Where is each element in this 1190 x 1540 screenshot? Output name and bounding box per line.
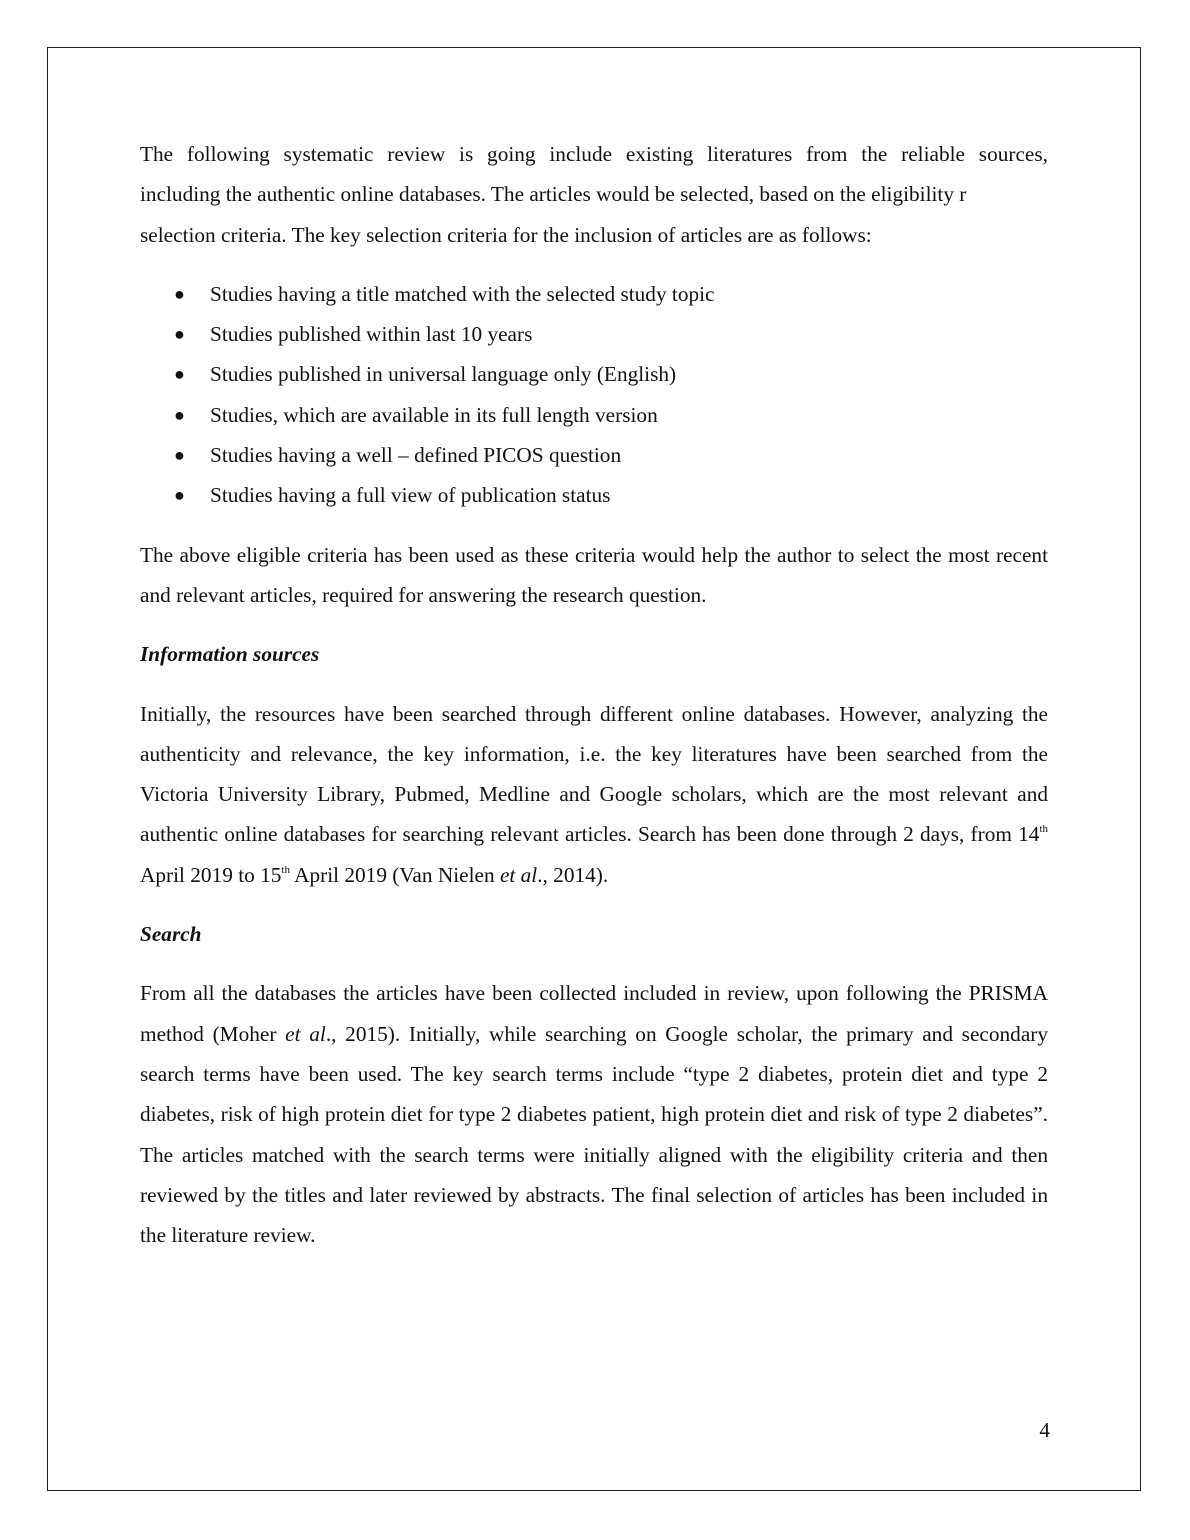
intro-line-3: selection criteria. The key selection criteria for the inclusion of articles are as follows: xyxy=(140,222,872,247)
info-text-2: April 2019 to 15 xyxy=(140,862,282,887)
search-text-2: ., 2015). Initially, while searching on Google scholar, the primary and secondary search terms have been used. The key search terms include “type 2 diabetes, protein diet and type 2 diabetes, risk of high protein diet for type 2 diabetes patient, high protein diet and risk of type 2 diabetes”. The articles matched with the search terms were initially aligned with the eligibility criteria and then reviewed by the titles and later reviewed by abstracts. The final selection of articles has been included in the literature review. xyxy=(140,1021,1049,1248)
criteria-list xyxy=(140,274,1048,516)
bullet-icon: ● xyxy=(174,283,185,304)
search-heading: Search xyxy=(140,922,202,947)
criteria-summary-paragraph: The above eligible criteria has been used as these criteria would help the author to select the most recent and relevant articles, required for answering the research question. xyxy=(140,542,1048,607)
criteria-text: Studies, which are available in its full length version xyxy=(210,402,658,427)
intro-paragraph xyxy=(140,134,1048,255)
ordinal-suffix: th xyxy=(281,863,290,876)
intro-line-1: The following systematic review is going include existing literatures from the reliable sources, xyxy=(140,142,1048,166)
bullet-icon: ● xyxy=(174,324,185,345)
info-text-1: Initially, the resources have been searched through different online databases. However, analyzing the authenticity and relevance, the key information, i.e. the key literatures have been searched from the Victoria University Library, Pubmed, Medline and Google scholars, which are the most relevant and authentic online databases for searching relevant articles. Search has been done through 2 days, from 14 xyxy=(140,701,1048,847)
info-text-4: ., 2014). xyxy=(537,862,609,887)
bullet-icon: ● xyxy=(174,445,185,466)
criteria-text: Studies having a well – defined PICOS question xyxy=(210,443,622,468)
list-item xyxy=(140,354,1048,394)
information-sources-paragraph xyxy=(140,694,1048,895)
citation-et-al: et al xyxy=(499,862,538,887)
criteria-text: Studies published within last 10 years xyxy=(210,322,533,347)
list-item xyxy=(140,395,1048,435)
info-text-3: April 2019 (Van Nielen xyxy=(289,862,500,887)
document-body xyxy=(140,134,1048,1274)
search-paragraph xyxy=(140,973,1048,1255)
criteria-text: Studies published in universal language only (English) xyxy=(210,362,677,387)
intro-line-2: including the authentic online databases. The articles would be selected, based on the eligibility r xyxy=(140,182,967,207)
information-sources-heading: Information sources xyxy=(140,642,320,667)
page-number: 4 xyxy=(1039,1418,1050,1442)
bullet-icon: ● xyxy=(174,404,185,425)
criteria-text: Studies having a title matched with the selected study topic xyxy=(210,281,715,306)
ordinal-suffix: th xyxy=(1039,823,1048,836)
list-item xyxy=(140,475,1048,515)
list-item xyxy=(140,274,1048,314)
criteria-text: Studies having a full view of publication status xyxy=(210,483,611,508)
list-item xyxy=(140,435,1048,475)
search-text-1: From all the databases the articles have been collected included in review, upon following the PRISMA method (Moher xyxy=(140,981,1048,1046)
bullet-icon: ● xyxy=(174,364,185,385)
citation-et-al: et al xyxy=(285,1021,326,1046)
bullet-icon: ● xyxy=(174,485,185,506)
list-item xyxy=(140,314,1048,354)
